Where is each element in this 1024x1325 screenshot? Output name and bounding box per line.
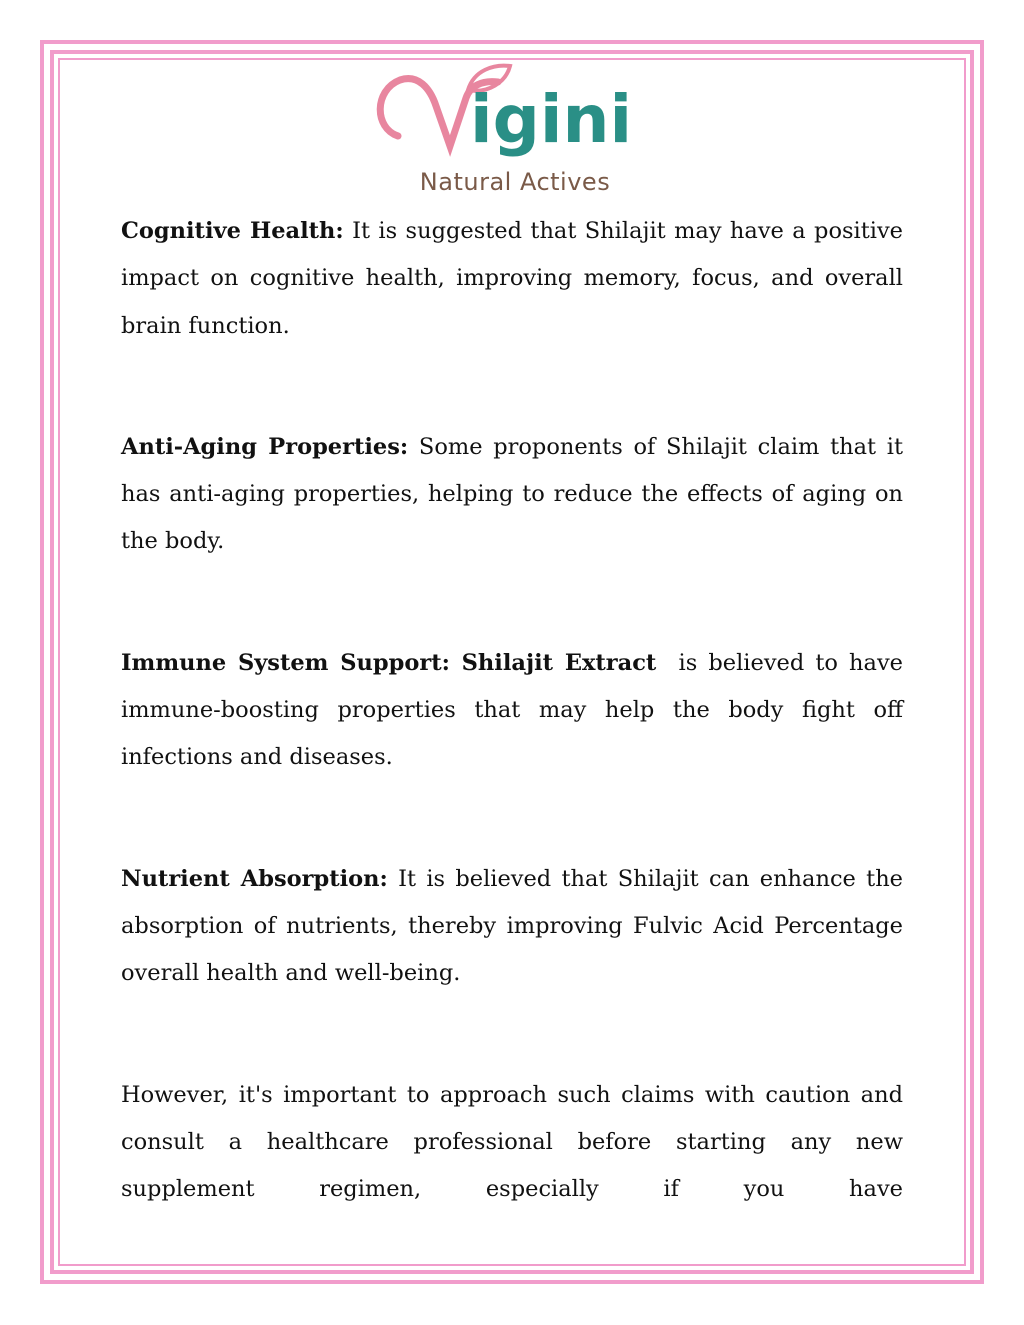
- paragraph-text: Some proponents of Shilajit claim that it has anti-aging properties, helping to reduce the effects of aging on the body.: [121, 433, 904, 555]
- paragraph-nutrient-absorption: [121, 856, 903, 998]
- paragraph-text: However, it's important to approach such claims with caution and consult a healthcare professional before starting any new supplement regimen, especially if you have: [121, 1081, 903, 1203]
- paragraph-anti-aging: [121, 424, 903, 566]
- vigini-logo-mark: [370, 62, 660, 167]
- svg-text:igini: igini: [470, 81, 633, 158]
- paragraph-heading: Anti-Aging Properties:: [121, 433, 409, 460]
- paragraph-caution: [121, 1072, 903, 1214]
- logo-tagline: Natural Actives: [419, 168, 611, 196]
- paragraph-text: It is believed that Shilajit can enhance the absorption of nutrients, thereby improving Fulvic Acid Percentage overall health and well-being.: [121, 865, 904, 987]
- article-body: [121, 208, 911, 1287]
- paragraph-immune-support: [121, 640, 911, 782]
- paragraph-cognitive-health: [121, 208, 903, 350]
- paragraph-heading: Cognitive Health:: [121, 218, 344, 244]
- paragraph-text: It is suggested that Shilajit may have a positive impact on cognitive health, improving memory, focus, and overall brain function.: [121, 218, 903, 339]
- paragraph-heading: Nutrient Absorption:: [121, 865, 388, 892]
- vigini-logo: [370, 62, 660, 202]
- paragraph-text: is believed to have immune-boosting properties that may help the body fight off infections and diseases.: [121, 649, 911, 771]
- paragraph-heading: Immune System Support: Shilajit Extract: [121, 649, 657, 676]
